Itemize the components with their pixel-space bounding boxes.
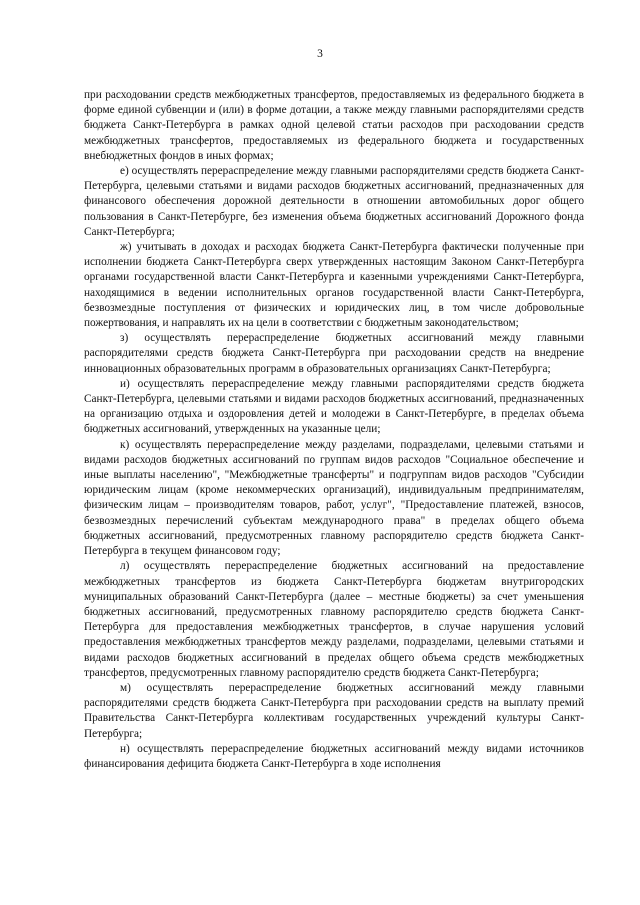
paragraph-item-m: м) осуществлять перераспределение бюджетных ассигнований между главными распорядителями средств бюджета Санкт-Петербурга при расходовании средств на выплату премий Правительства Санкт-Петербурга коллективам государственных учреждений культуры Санкт-Петербурга; [84,681,584,740]
paragraph-item-z: з) осуществлять перераспределение бюджетных ассигнований между главными распорядителями средств бюджета Санкт-Петербурга при расходовании средств на внедрение инновационных образовательных программ в образовательных организациях Санкт-Петербурга; [84,332,584,375]
paragraph-item-k: к) осуществлять перераспределение между разделами, подразделами, целевыми статьями и видами расходов бюджетных ассигнований по группам видов расходов "Социальное обеспечение и иные выплаты населению", "Межбюджетные трансферты" и подгруппам видов расходов "Субсидии юридическим лицам (кроме некоммерческих организаций), индивидуальным предпринимателям, физическим лицам – производителям товаров, работ, услуг", "Предоставление платежей, взносов, безвозмездных перечислений субъектам международного права" в пределах общего объема бюджетных ассигнований, предусмотренных главному распорядителю средств бюджета Санкт-Петербурга в текущем финансовом году; [84,438,584,558]
page-number: 3 [317,48,323,60]
paragraph-continuation: при расходовании средств межбюджетных трансфертов, предоставляемых из федерального бюджета в форме единой субвенции и (или) в форме дотации, а также между главными распорядителями средств бюджета Санкт-Петербурга в рамках одной целевой статьи расходов при расходовании средств межбюджетных трансфертов, предоставляемых из федерального бюджета и государственных внебюджетных фондов в иных формах; [84,89,584,162]
paragraph-item-e: е) осуществлять перераспределение между главными распорядителями средств бюджета Санкт-Петербурга, целевыми статьями и видами расходов бюджетных ассигнований, предназначенных для финансового обеспечения дорожной деятельности в отношении автомобильных дорог общего пользования в Санкт-Петербурге, без изменения объема бюджетных ассигнований Дорожного фонда Санкт-Петербурга; [84,165,584,238]
document-body [84,88,584,772]
paragraph-item-zh: ж) учитывать в доходах и расходах бюджета Санкт-Петербурга фактически полученные при исполнении бюджета Санкт-Петербурга сверх утвержденных настоящим Законом Санкт-Петербурга органами государственной власти Санкт-Петербурга и казенными учреждениями Санкт-Петербурга, находящимися в ведении исполнительных органов государственной власти Санкт-Петербурга, безвозмездные поступления от физических и юридических лиц, в том числе добровольные пожертвования, и направлять их на цели в соответствии с бюджетным законодательством; [84,241,584,330]
paragraph-item-l: л) осуществлять перераспределение бюджетных ассигнований на предоставление межбюджетных трансфертов из бюджета Санкт-Петербурга бюджетам внутригородских муниципальных образований Санкт-Петербурга (далее – местные бюджеты) за счет уменьшения бюджетных ассигнований, предусмотренных главному распорядителю средств бюджета Санкт-Петербурга для предоставления межбюджетных трансфертов, в случае нарушения условий предоставления межбюджетных трансфертов между разделами, подразделами, целевыми статьями и видами расходов бюджетных ассигнований в пределах общего объема средств межбюджетных трансфертов, предусмотренных главному распорядителю средств бюджета Санкт-Петербурга; [84,560,584,679]
paragraph-item-i: и) осуществлять перераспределение между главными распорядителями средств бюджета Санкт-Петербурга, целевыми статьями и видами расходов бюджетных ассигнований, предназначенных на организацию отдыха и оздоровления детей и молодежи в Санкт-Петербурге, в пределах объема бюджетных ассигнований, утвержденных на указанные цели; [84,377,584,436]
paragraph-item-n: н) осуществлять перераспределение бюджетных ассигнований между видами источников финансирования дефицита бюджета Санкт-Петербурга в ходе исполнения [84,742,584,770]
